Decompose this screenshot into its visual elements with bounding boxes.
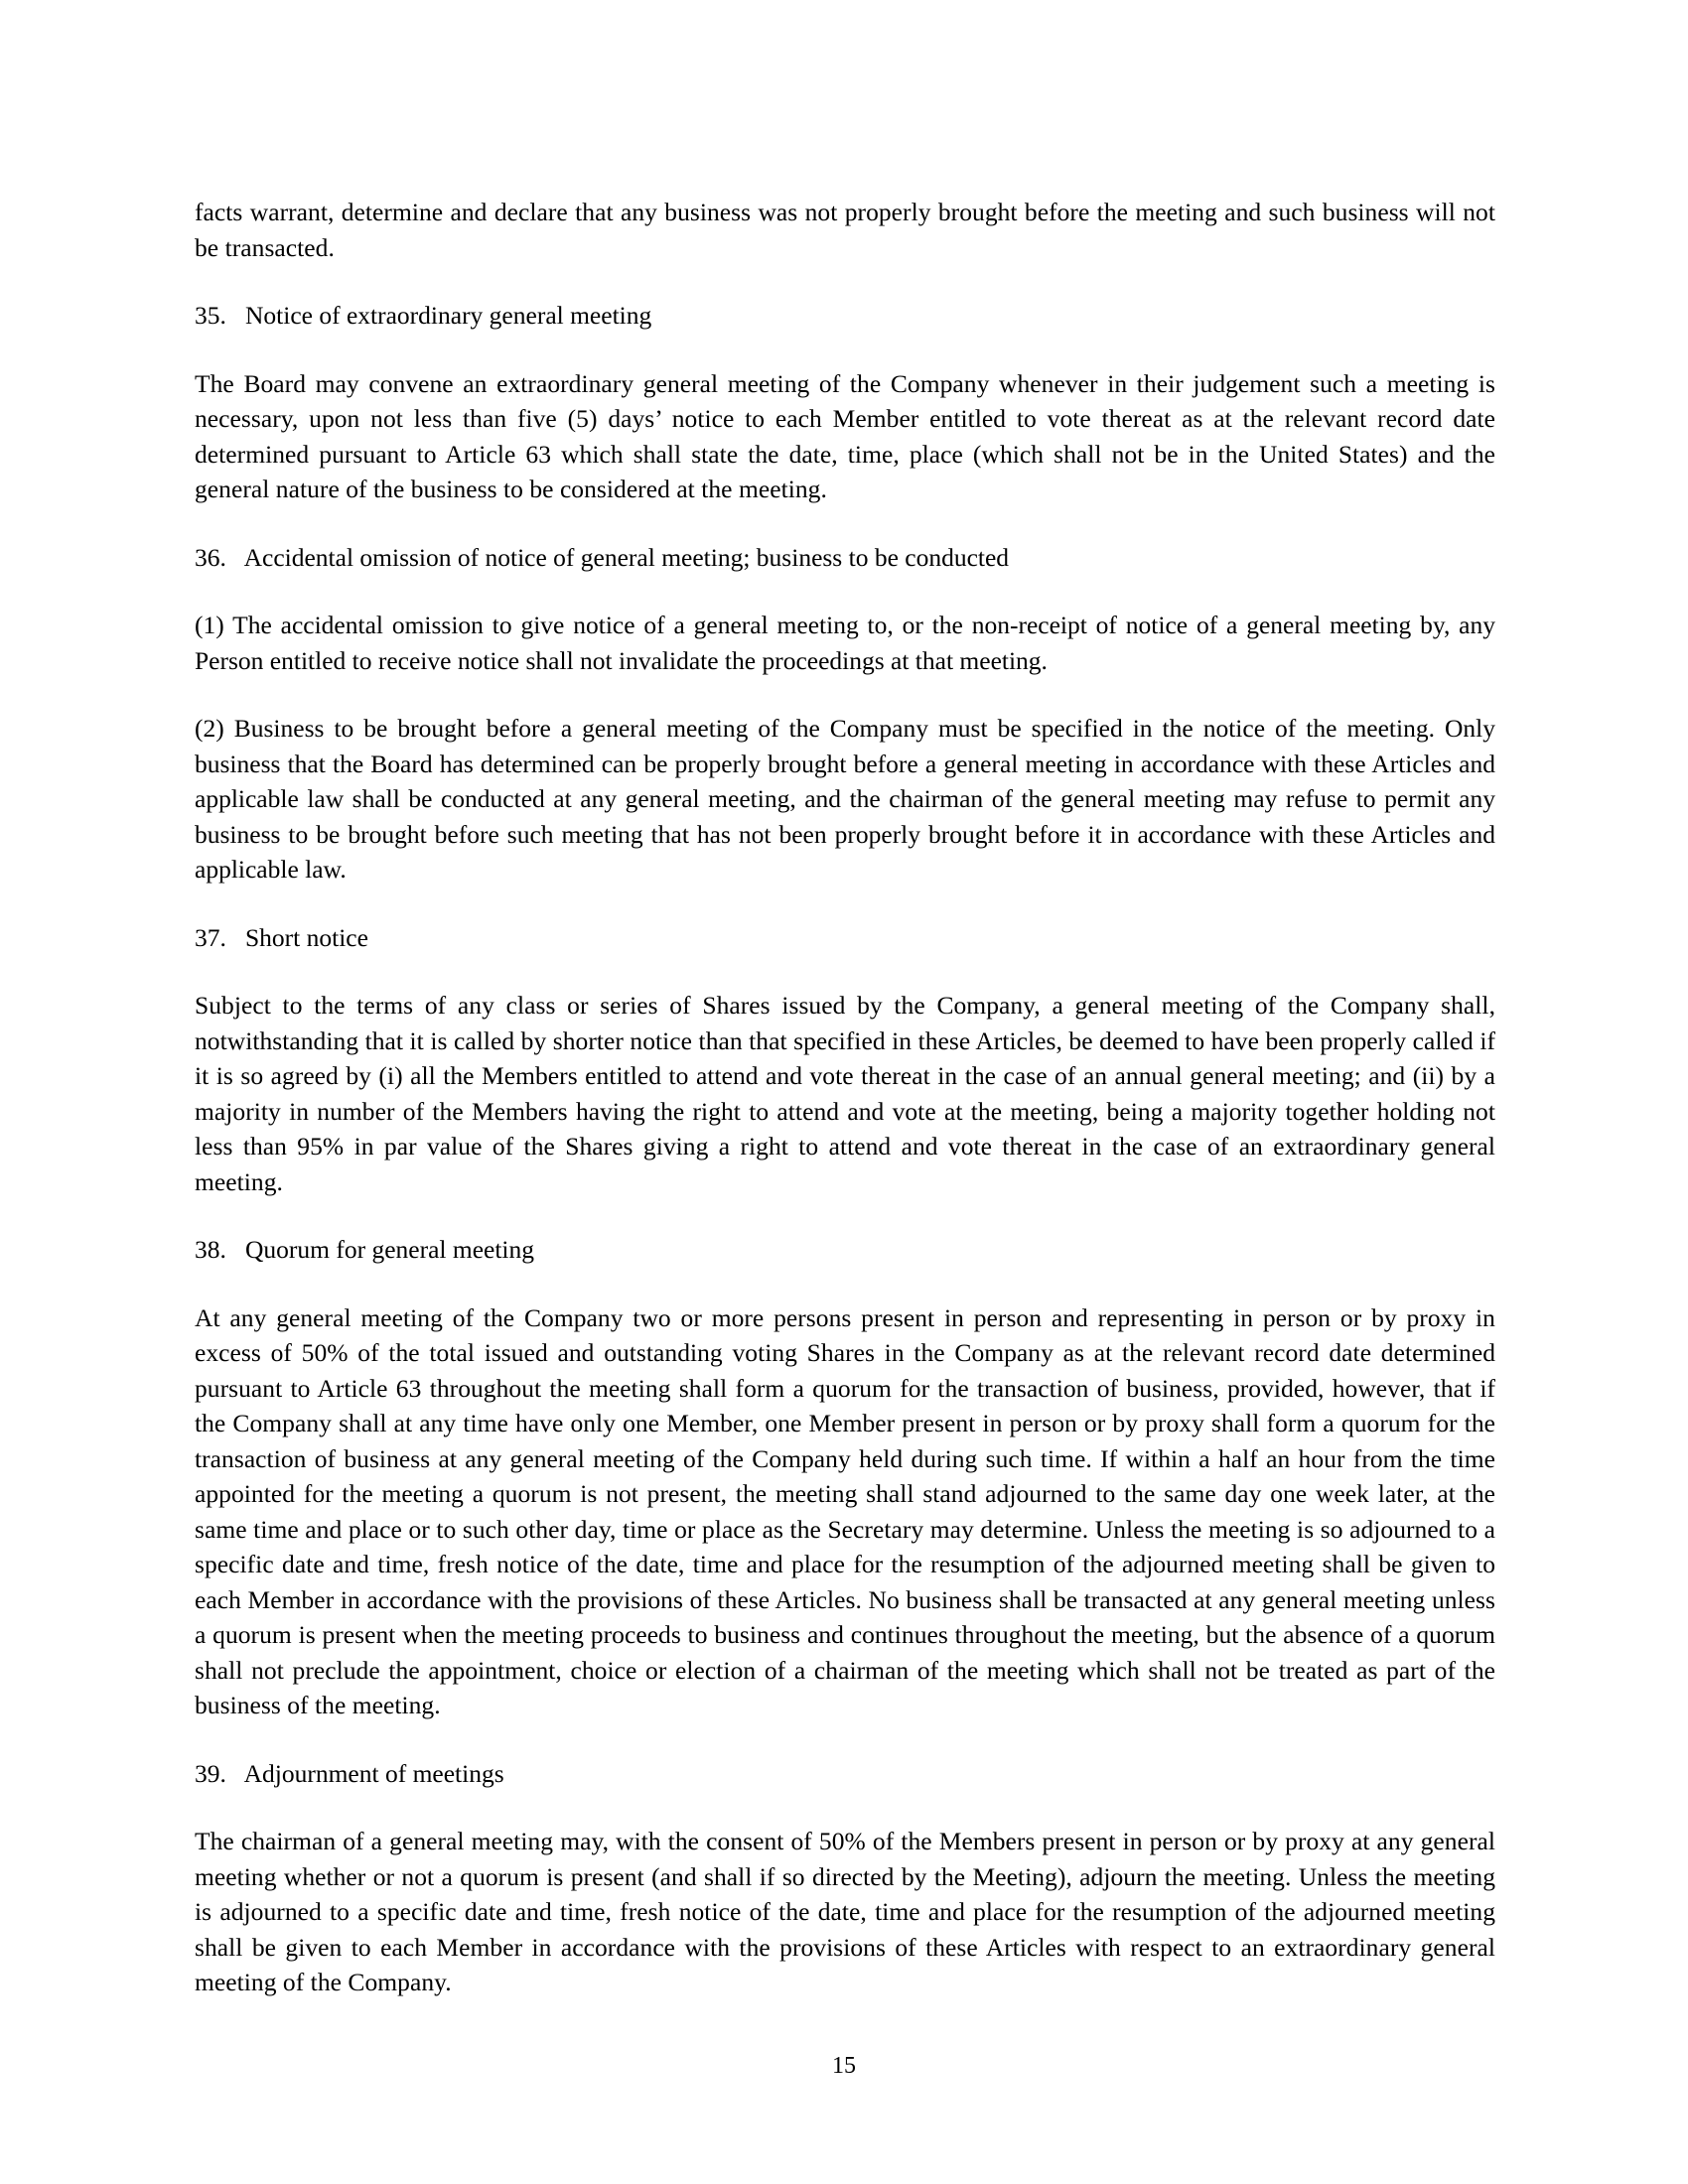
page-number: 15 (832, 2053, 856, 2079)
section-35-body: The Board may convene an extraordinary general meeting of the Company whenever in their judgement such a meeting is necessary, upon not less than five (5) days’ notice to each Member entitled to vote thereat as at the relevant record date determined pursuant to Article 63 which shall state the date, time, place (which shall not be in the United States) and the general nature of the business to be considered at the meeting. (195, 368, 1495, 503)
section-36-subparagraph-1: (1) The accidental omission to give notice of a general meeting to, or the non-receipt of notice of a general meeting by, any Person entitled to receive notice shall not invalidate the proceedings at that meeting. (195, 611, 1495, 675)
section-heading-39: 39. Adjournment of meetings (195, 1758, 504, 1788)
section-37-body: Subject to the terms of any class or series of Shares issued by the Company, a general meeting of the Company shall, notwithstanding that it is called by shorter notice than that specified in these Articles, be deemed to have been properly called if it is so agreed by (i) all the Members entitled to attend and vote thereat in the case of an annual general meeting; and (ii) by a majority in number of the Members having the right to attend and vote at the meeting, being a majority together holding not less than 95% in par value of the Shares giving a right to attend and vote thereat in the case of an extraordinary general meeting. (195, 991, 1495, 1196)
page-body (195, 195, 1495, 2000)
section-36-subparagraph-2: (2) Business to be brought before a general meeting of the Company must be specified in the notice of the meeting. Only business that the Board has determined can be properly brought before a general meeting in accordance with these Articles and applicable law shall be conducted at any general meeting, and the chairman of the general meeting may refuse to permit any business to be brought before such meeting that has not been properly brought before it in accordance with these Articles and applicable law. (195, 714, 1495, 884)
section-heading-38: 38. Quorum for general meeting (195, 1235, 535, 1264)
section-39-body: The chairman of a general meeting may, with the consent of 50% of the Members present in person or by proxy at any general meeting whether or not a quorum is present (and shall if so directed by the Meeting), adjourn the meeting. Unless the meeting is adjourned to a specific date and time, fresh notice of the date, time and place for the resumption of the adjourned meeting shall be given to each Member in accordance with the provisions of these Articles with respect to an extraordinary general meeting of the Company. (195, 1827, 1495, 1996)
section-heading-35: 35. Notice of extraordinary general meeting (195, 301, 652, 330)
section-heading-36: 36. Accidental omission of notice of general meeting; business to be conducted (195, 542, 1010, 572)
section-38-body: At any general meeting of the Company two or more persons present in person and representing in person or by proxy in excess of 50% of the total issued and outstanding voting Shares in the Company as at the relevant record date determined pursuant to Article 63 throughout the meeting shall form a quorum for the transaction of business, provided, however, that if the Company shall at any time have only one Member, one Member present in person or by proxy shall form a quorum for the transaction of business at any general meeting of the Company held during such time. If within a half an hour from the time appointed for the meeting a quorum is not present, the meeting shall stand adjourned to the same day one week later, at the same time and place or to such other day, time or place as the Secretary may determine. Unless the meeting is so adjourned to a specific date and time, fresh notice of the date, time and place for the resumption of the adjourned meeting shall be given to each Member in accordance with the provisions of these Articles. No business shall be transacted at any general meeting unless a quorum is present when the meeting proceeds to business and continues throughout the meeting, but the absence of a quorum shall not preclude the appointment, choice or election of a chairman of the meeting which shall not be treated as part of the business of the meeting. (195, 1302, 1495, 1719)
section-heading-37: 37. Short notice (195, 922, 368, 952)
page-footer (0, 2053, 1688, 2080)
continuation-paragraph: facts warrant, determine and declare that any business was not properly brought before the meeting and such business will not be transacted. (195, 198, 1495, 262)
